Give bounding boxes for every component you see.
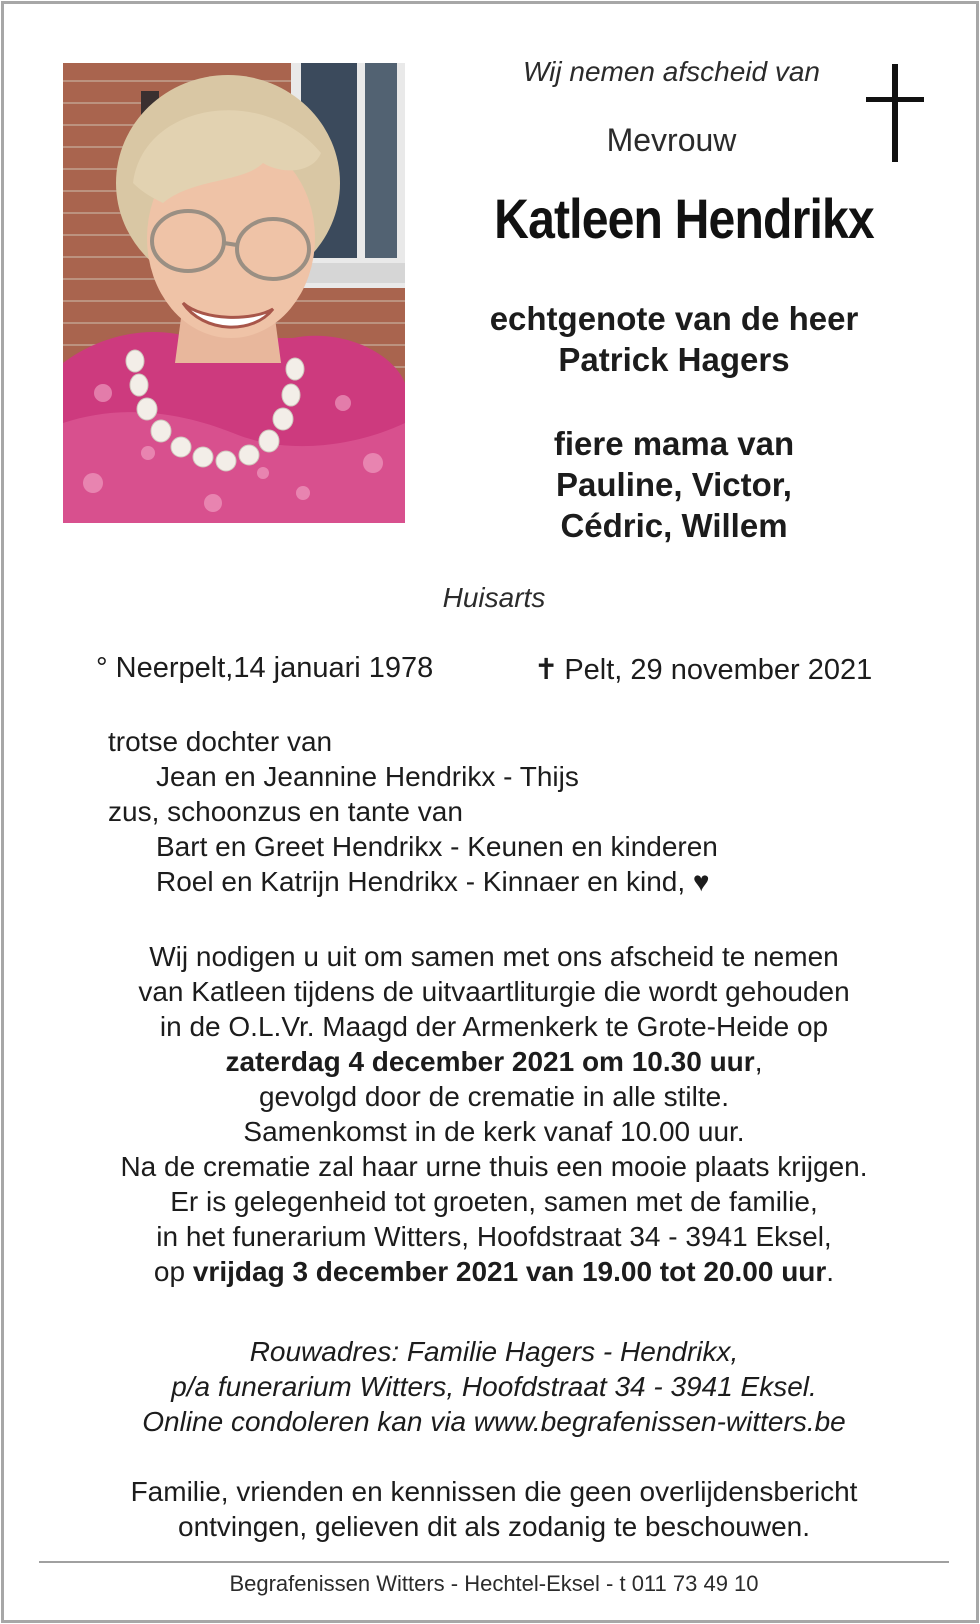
family-line: Roel en Katrijn Hendrikx - Kinnaer en kind, ♥: [156, 866, 710, 897]
family-list: [108, 724, 718, 899]
death-date: Pelt, 29 november 2021: [564, 654, 873, 686]
spouse-label: echtgenote van de heer: [489, 300, 859, 337]
funeral-home-footer: Begrafenissen Witters - Hechtel-Eksel - t 011 73 49 10: [229, 1571, 759, 1596]
deceased-name: Katleen Hendrikx: [494, 187, 874, 250]
invitation-line: van Katleen tijdens de uitvaartliturgie die wordt gehouden: [138, 976, 850, 1007]
condolence-link-line: Online condoleren kan via www.begrafenissen-witters.be: [142, 1406, 846, 1437]
family-line: trotse dochter van: [108, 726, 333, 757]
invitation-line: Samenkomst in de kerk vanaf 10.00 uur.: [243, 1116, 745, 1147]
invitation-line: Wij nodigen u uit om samen met ons afscheid te nemen: [149, 941, 839, 972]
notice-text: [44, 1474, 944, 1544]
address-line: p/a funerarium Witters, Hoofdstraat 34 - 3941 Eksel.: [171, 1371, 817, 1402]
visit-date: vrijdag 3 december 2021 van 19.00 tot 20.00 uur: [192, 1256, 827, 1287]
family-line: zus, schoonzus en tante van: [108, 796, 463, 827]
portrait-photo: [63, 63, 405, 523]
family-line: Bart en Greet Hendrikx - Keunen en kinderen: [156, 831, 718, 862]
spouse-name: Patrick Hagers: [558, 341, 790, 378]
dagger-icon: ✝: [534, 654, 559, 686]
children-names: Cédric, Willem: [560, 507, 788, 544]
death-notice-card: [1, 1, 979, 1623]
invitation-line: Na de crematie zal haar urne thuis een mooie plaats krijgen.: [120, 1151, 868, 1182]
spouse-block: [444, 298, 904, 380]
birth-date: ° Neerpelt,14 januari 1978: [96, 652, 434, 684]
invitation-text: [44, 939, 944, 1289]
funeral-date: zaterdag 4 december 2021 om 10.30 uur: [225, 1046, 755, 1077]
children-block: [444, 423, 904, 546]
notice-line: Familie, vrienden en kennissen die geen overlijdensbericht: [130, 1476, 858, 1507]
children-names: Pauline, Victor,: [556, 466, 792, 503]
children-label: fiere mama van: [553, 425, 795, 462]
invitation-line: gevolgd door de crematie in alle stilte.: [258, 1081, 730, 1112]
footer-divider: [39, 1561, 949, 1563]
invitation-line: in de O.L.Vr. Maagd der Armenkerk te Grote-Heide op: [159, 1011, 829, 1042]
invitation-line: Er is gelegenheid tot groeten, samen met de familie,: [170, 1186, 818, 1217]
invitation-line: in het funerarium Witters, Hoofdstraat 34 - 3941 Eksel,: [156, 1221, 832, 1252]
funeral-date-line: zaterdag 4 december 2021 om 10.30 uur,: [225, 1046, 763, 1077]
honorific: Mevrouw: [606, 122, 737, 158]
notice-line: ontvingen, gelieven dit als zodanig te beschouwen.: [178, 1511, 810, 1542]
address-line: Rouwadres: Familie Hagers - Hendrikx,: [249, 1336, 739, 1367]
profession: Huisarts: [442, 582, 546, 613]
mourning-address: [44, 1334, 944, 1439]
visit-date-line: op vrijdag 3 december 2021 van 19.00 tot 20.00 uur.: [153, 1256, 835, 1287]
family-line: Jean en Jeannine Hendrikx - Thijs: [156, 761, 579, 792]
intro-text: Wij nemen afscheid van: [522, 56, 820, 87]
death-date-row: [534, 652, 872, 687]
